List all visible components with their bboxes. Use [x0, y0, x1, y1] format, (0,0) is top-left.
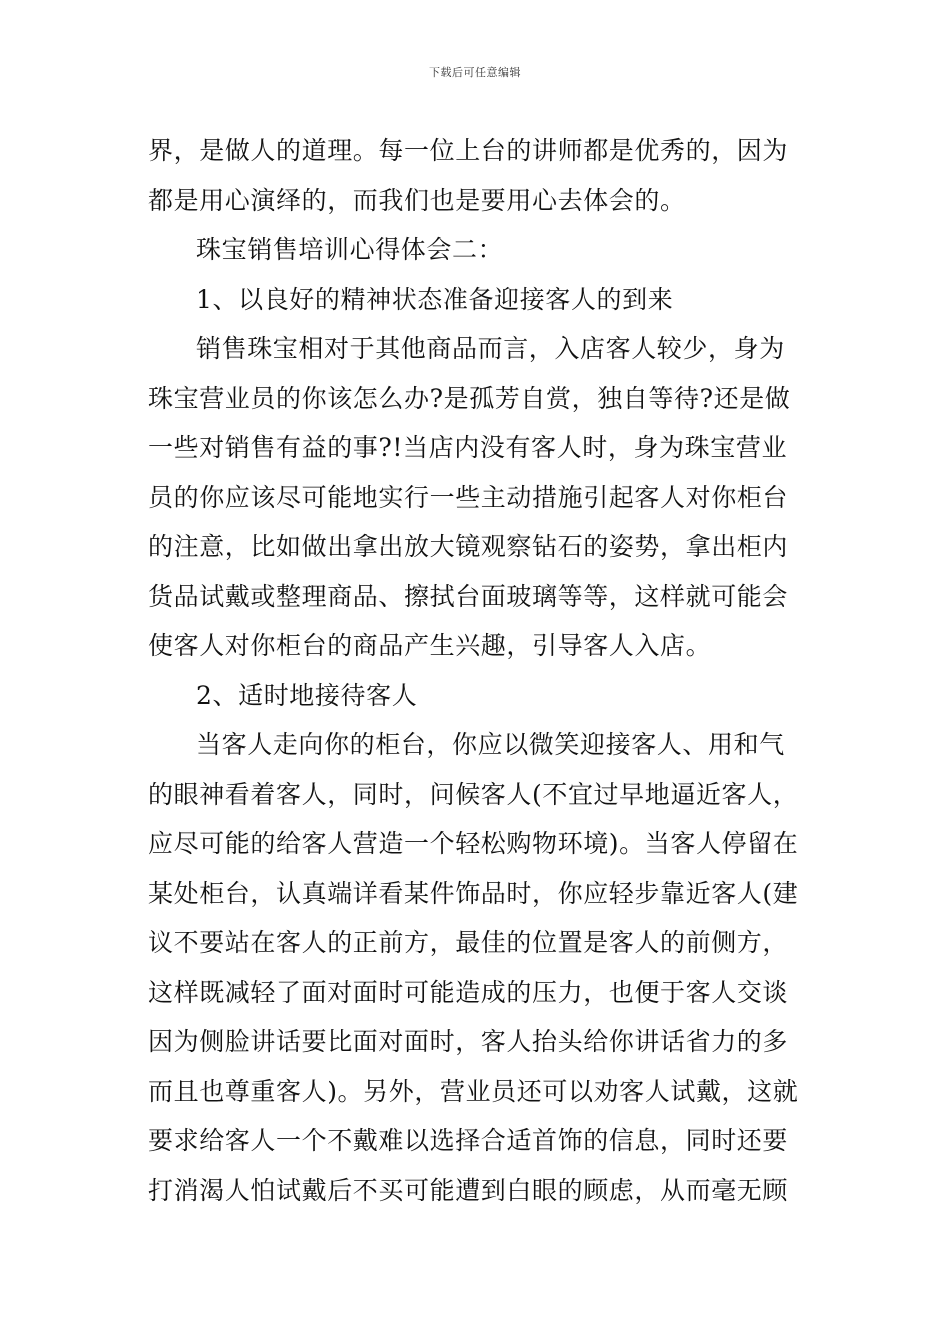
paragraph-line: 一些对销售有益的事?!当店内没有客人时，身为珠宝营业 [148, 433, 788, 462]
paragraph-line: 员的你应该尽可能地实行一些主动措施引起客人对你柜台 [148, 482, 789, 512]
paragraph-line: 的眼神看着客人，同时，问候客人(不宜过早地逼近客人， [148, 779, 799, 809]
paragraph-line: 珠宝营业员的你该怎么办?是孤芳自赏，独自等待?还是做 [148, 383, 791, 413]
paragraph-line: 某处柜台，认真端详看某件饰品时，你应轻步靠近客人(建 [148, 878, 799, 908]
paragraph-line: 当客人走向你的柜台，你应以微笑迎接客人、用和气 [196, 730, 785, 759]
paragraph-line: 打消渴人怕试戴后不买可能遭到白眼的顾虑，从而毫无顾 [148, 1175, 789, 1205]
subsection-heading: 1、以良好的精神状态准备迎接客人的到来 [196, 284, 674, 314]
paragraph-line: 货品试戴或整理商品、擦拭台面玻璃等等，这样就可能会 [148, 581, 789, 611]
paragraph-line: 这样既减轻了面对面时可能造成的压力，也便于客人交谈 [148, 977, 789, 1007]
section-heading: 珠宝销售培训心得体会二： [196, 235, 504, 264]
paragraph-line: 议不要站在客人的正前方，最佳的位置是客人的前侧方， [148, 928, 789, 957]
paragraph-line: 界，是做人的道理。每一位上台的讲师都是优秀的，因为 [148, 136, 789, 165]
paragraph-line: 销售珠宝相对于其他商品而言，入店客人较少，身为 [196, 334, 785, 363]
paragraph-line: 因为侧脸讲话要比面对面时，客人抬头给你讲话省力的多 [148, 1027, 789, 1056]
subsection-heading: 2、适时地接待客人 [196, 680, 418, 710]
document-body [148, 126, 808, 1215]
paragraph-line: 而且也尊重客人)。另外，营业员还可以劝客人试戴，这就 [148, 1076, 799, 1106]
paragraph-line: 要求给客人一个不戴难以选择合适首饰的信息，同时还要 [148, 1126, 789, 1155]
paragraph-line: 使客人对你柜台的商品产生兴趣，引导客人入店。 [148, 631, 712, 660]
paragraph-line: 都是用心演绎的，而我们也是要用心去体会的。 [148, 185, 686, 215]
page-header: 下载后可任意编辑 [429, 66, 521, 79]
paragraph-line: 应尽可能的给客人营造一个轻松购物环境)。当客人停留在 [148, 829, 799, 858]
paragraph-line: 的注意，比如做出拿出放大镜观察钻石的姿势，拿出柜内 [148, 532, 789, 561]
